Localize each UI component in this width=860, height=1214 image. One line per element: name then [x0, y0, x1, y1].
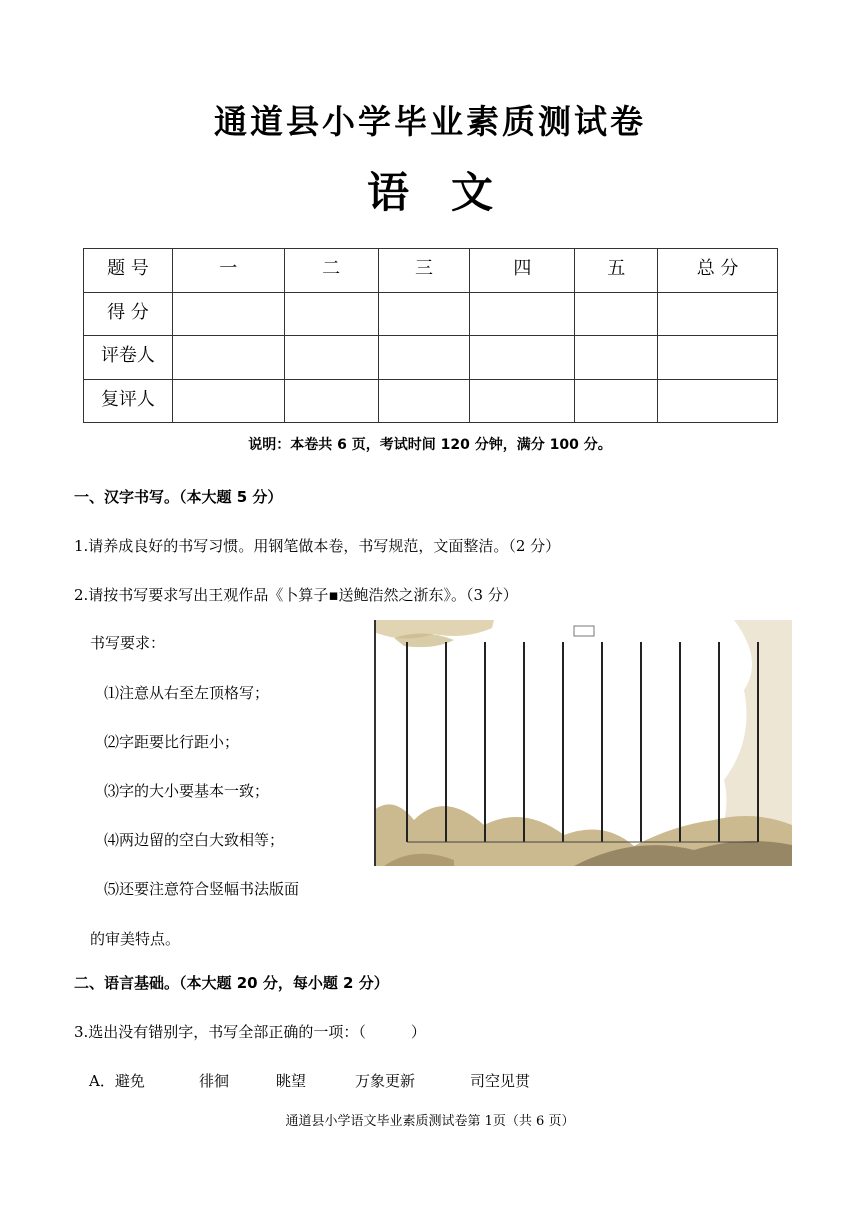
requirement-item: ⑸还要注意符合竖幅书法版面: [104, 880, 300, 898]
score-cell[interactable]: [378, 379, 470, 423]
option-a-word: 眺望: [276, 1072, 307, 1090]
score-cell[interactable]: [470, 336, 575, 380]
score-cell[interactable]: [172, 292, 284, 336]
table-header-cell: 一: [172, 249, 284, 293]
option-a-word: 万象更新: [355, 1072, 416, 1090]
score-cell[interactable]: [575, 336, 658, 380]
score-cell[interactable]: [470, 379, 575, 423]
requirement-item: ⑶字的大小要基本一致；: [104, 782, 270, 800]
score-cell[interactable]: [658, 292, 778, 336]
option-a-word: 徘徊: [199, 1072, 230, 1090]
requirement-tail: 的审美特点。: [90, 930, 181, 948]
score-cell[interactable]: [658, 336, 778, 380]
requirement-item: ⑷两边留的空白大致相等；: [104, 831, 285, 849]
table-header-cell: 五: [575, 249, 658, 293]
subject-title: 语 文: [366, 168, 493, 217]
exam-note: 说明：本卷共 6 页，考试时间 120 分钟，满分 100 分。: [248, 437, 612, 453]
score-cell[interactable]: [575, 379, 658, 423]
question-3: 3.选出没有错别字，书写全部正确的一项：（ ）: [74, 1023, 426, 1041]
calligraphy-writing-paper[interactable]: [374, 620, 792, 866]
table-row: [84, 249, 778, 293]
page-footer: 通道县小学语文毕业素质测试卷第 1页（共 6 页）: [285, 1114, 575, 1129]
score-cell[interactable]: [470, 292, 575, 336]
score-cell[interactable]: [575, 292, 658, 336]
score-cell[interactable]: [172, 336, 284, 380]
score-table: [83, 248, 778, 423]
score-cell[interactable]: [378, 292, 470, 336]
option-a-label: A．避免: [89, 1072, 145, 1090]
requirement-item: ⑵字距要比行距小；: [104, 733, 240, 751]
requirements-title: 书写要求：: [90, 634, 166, 652]
option-a-word: 司空见贯: [470, 1072, 531, 1090]
section2-heading: 二、语言基础。（本大题 20 分，每小题 2 分）: [74, 974, 389, 992]
table-header-cell: 二: [284, 249, 378, 293]
score-cell[interactable]: [284, 379, 378, 423]
table-row: [84, 336, 778, 380]
row-label: 评卷人: [84, 336, 173, 380]
score-cell[interactable]: [284, 292, 378, 336]
score-cell[interactable]: [284, 336, 378, 380]
question-1: 1.请养成良好的书写习惯。用钢笔做本卷，书写规范，文面整洁。（2 分）: [74, 537, 561, 555]
page-title: 通道县小学毕业素质测试卷: [214, 102, 646, 141]
table-row: [84, 379, 778, 423]
table-header-cell: 题 号: [84, 249, 173, 293]
score-cell[interactable]: [172, 379, 284, 423]
row-label: 复评人: [84, 379, 173, 423]
table-header-cell: 总 分: [658, 249, 778, 293]
table-header-cell: 三: [378, 249, 470, 293]
row-label: 得 分: [84, 292, 173, 336]
writing-paper-image: [374, 620, 792, 866]
question-2: 2.请按书写要求写出王观作品《卜算子▪送鲍浩然之浙东》。（3 分）: [74, 586, 518, 604]
requirement-item: ⑴注意从右至左顶格写；: [104, 684, 270, 702]
section1-heading: 一、汉字书写。（本大题 5 分）: [74, 488, 283, 506]
score-cell[interactable]: [378, 336, 470, 380]
score-cell[interactable]: [658, 379, 778, 423]
table-row: [84, 292, 778, 336]
table-header-cell: 四: [470, 249, 575, 293]
